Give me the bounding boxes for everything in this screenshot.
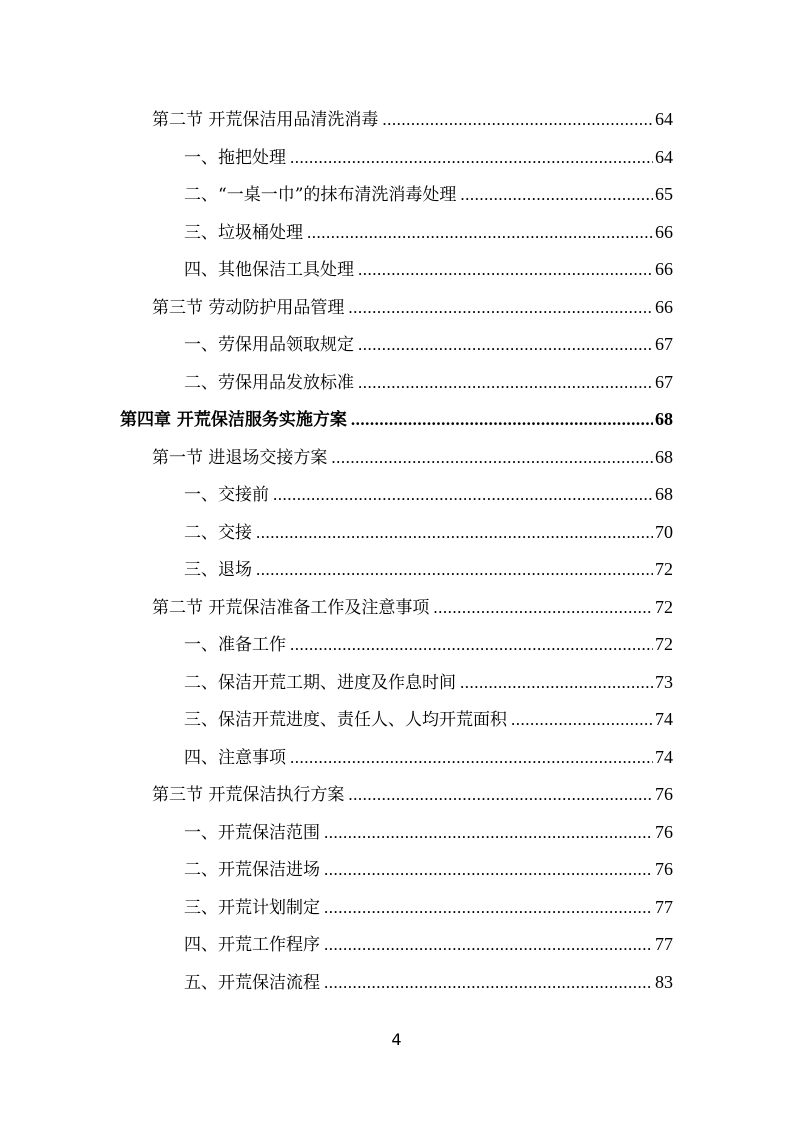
toc-chapter-entry[interactable] [120,400,673,438]
toc-entry[interactable] [184,963,673,1001]
toc-entry-label: 第一节 进退场交接方案 [152,447,328,468]
dot-leader [290,626,653,664]
toc-entry-page: 65 [655,184,673,204]
toc-entry-page: 68 [655,409,673,429]
toc-entry-page: 72 [655,559,673,579]
toc-entry-page: 66 [655,259,673,279]
toc-entry-page: 77 [655,934,673,954]
dot-leader [324,814,653,852]
toc-entry-label: 五、开荒保洁流程 [184,972,320,993]
toc-entry-label: 三、垃圾桶处理 [184,222,303,243]
dot-leader [358,364,653,402]
toc-entry-page: 72 [655,634,673,654]
dot-leader [273,476,653,514]
toc-entry-page: 66 [655,221,673,242]
toc-entry-page: 67 [655,334,673,354]
toc-entry-label: 第三节 劳动防护用品管理 [152,297,345,318]
dot-leader [324,889,653,927]
toc-entry-page: 72 [655,596,673,617]
toc-entry-label: 第二节 开荒保洁用品清洗消毒 [152,110,379,130]
toc-entry-page: 68 [655,484,673,504]
toc-entry-label: 四、其他保洁工具处理 [184,260,354,280]
dot-leader [290,139,653,177]
toc-entry-label: 一、交接前 [184,485,269,505]
toc-entry-label: 一、开荒保洁范围 [184,822,320,843]
dot-leader [358,326,653,364]
toc-entry[interactable] [152,100,673,138]
dot-leader [331,439,653,477]
toc-entry-page: 64 [655,146,673,167]
toc-entry[interactable] [184,138,673,176]
toc-entry[interactable] [152,775,673,813]
toc-entry-page: 73 [655,671,673,692]
toc-entry[interactable] [184,850,673,888]
toc-entry-page: 74 [655,709,673,729]
toc-entry-page: 70 [655,521,673,542]
dot-leader [433,589,653,627]
toc-entry-label: 二、交接 [184,522,252,543]
dot-leader [290,739,653,777]
dot-leader [460,176,653,214]
toc-entry[interactable] [184,475,673,513]
dot-leader [348,289,653,327]
dot-leader [324,851,653,889]
toc-entry[interactable] [152,438,673,476]
toc-entry-label: 三、保洁开荒进度、责任人、人均开荒面积 [184,710,507,730]
dot-leader [324,926,653,964]
dot-leader [256,551,653,589]
page-number: 4 [391,1030,402,1049]
dot-leader [511,701,653,739]
dot-leader [307,214,653,252]
toc-entry-label: 四、开荒工作程序 [184,935,320,955]
dot-leader [382,101,653,139]
toc-entry[interactable] [184,363,673,401]
toc-entry-label: 二、“一桌一巾”的抹布清洗消毒处理 [184,185,457,205]
toc-entry-page: 77 [655,896,673,917]
toc-entry-page: 76 [655,784,673,804]
dot-leader [324,964,653,1002]
toc-entry[interactable] [184,213,673,251]
toc-entry[interactable] [152,288,673,326]
toc-entry-label: 一、准备工作 [184,635,286,655]
toc-entry-page: 64 [655,109,673,129]
dot-leader [256,514,653,552]
toc-entry[interactable] [184,325,673,363]
dot-leader [348,776,653,814]
dot-leader [358,251,653,289]
toc-entry-label: 一、拖把处理 [184,147,286,168]
toc-entry[interactable] [184,513,673,551]
toc-entry[interactable] [184,250,673,288]
toc-entry-label: 第二节 开荒保洁准备工作及注意事项 [152,597,430,618]
toc-entry-label: 一、劳保用品领取规定 [184,335,354,355]
toc-entry-label: 第三节 开荒保洁执行方案 [152,785,345,805]
toc-entry[interactable] [184,925,673,963]
toc-entry[interactable] [152,588,673,626]
toc-entry[interactable] [184,813,673,851]
toc-entry-page: 83 [655,971,673,992]
toc-entry[interactable] [184,550,673,588]
toc-entry-label: 二、保洁开荒工期、进度及作息时间 [184,672,456,693]
toc-entry-label: 三、开荒计划制定 [184,897,320,918]
toc-entry-label: 四、注意事项 [184,747,286,768]
toc-entry-label: 三、退场 [184,560,252,580]
toc-entry-page: 67 [655,371,673,392]
toc-entry-page: 76 [655,821,673,842]
toc-entry[interactable] [184,175,673,213]
toc-entry[interactable] [184,700,673,738]
toc-entry[interactable] [184,888,673,926]
toc-entry[interactable] [184,625,673,663]
toc-entry-page: 68 [655,446,673,467]
toc-entry[interactable] [184,738,673,776]
toc-entry-page: 66 [655,296,673,317]
toc-entry-page: 76 [655,859,673,879]
toc-entry-label: 二、劳保用品发放标准 [184,372,354,393]
toc-entry-page: 74 [655,746,673,767]
dot-leader [460,664,653,702]
toc-entry-label: 第四章 开荒保洁服务实施方案 [120,410,347,430]
toc-entry-label: 二、开荒保洁进场 [184,860,320,880]
dot-leader [351,401,653,439]
toc-entry[interactable] [184,663,673,701]
